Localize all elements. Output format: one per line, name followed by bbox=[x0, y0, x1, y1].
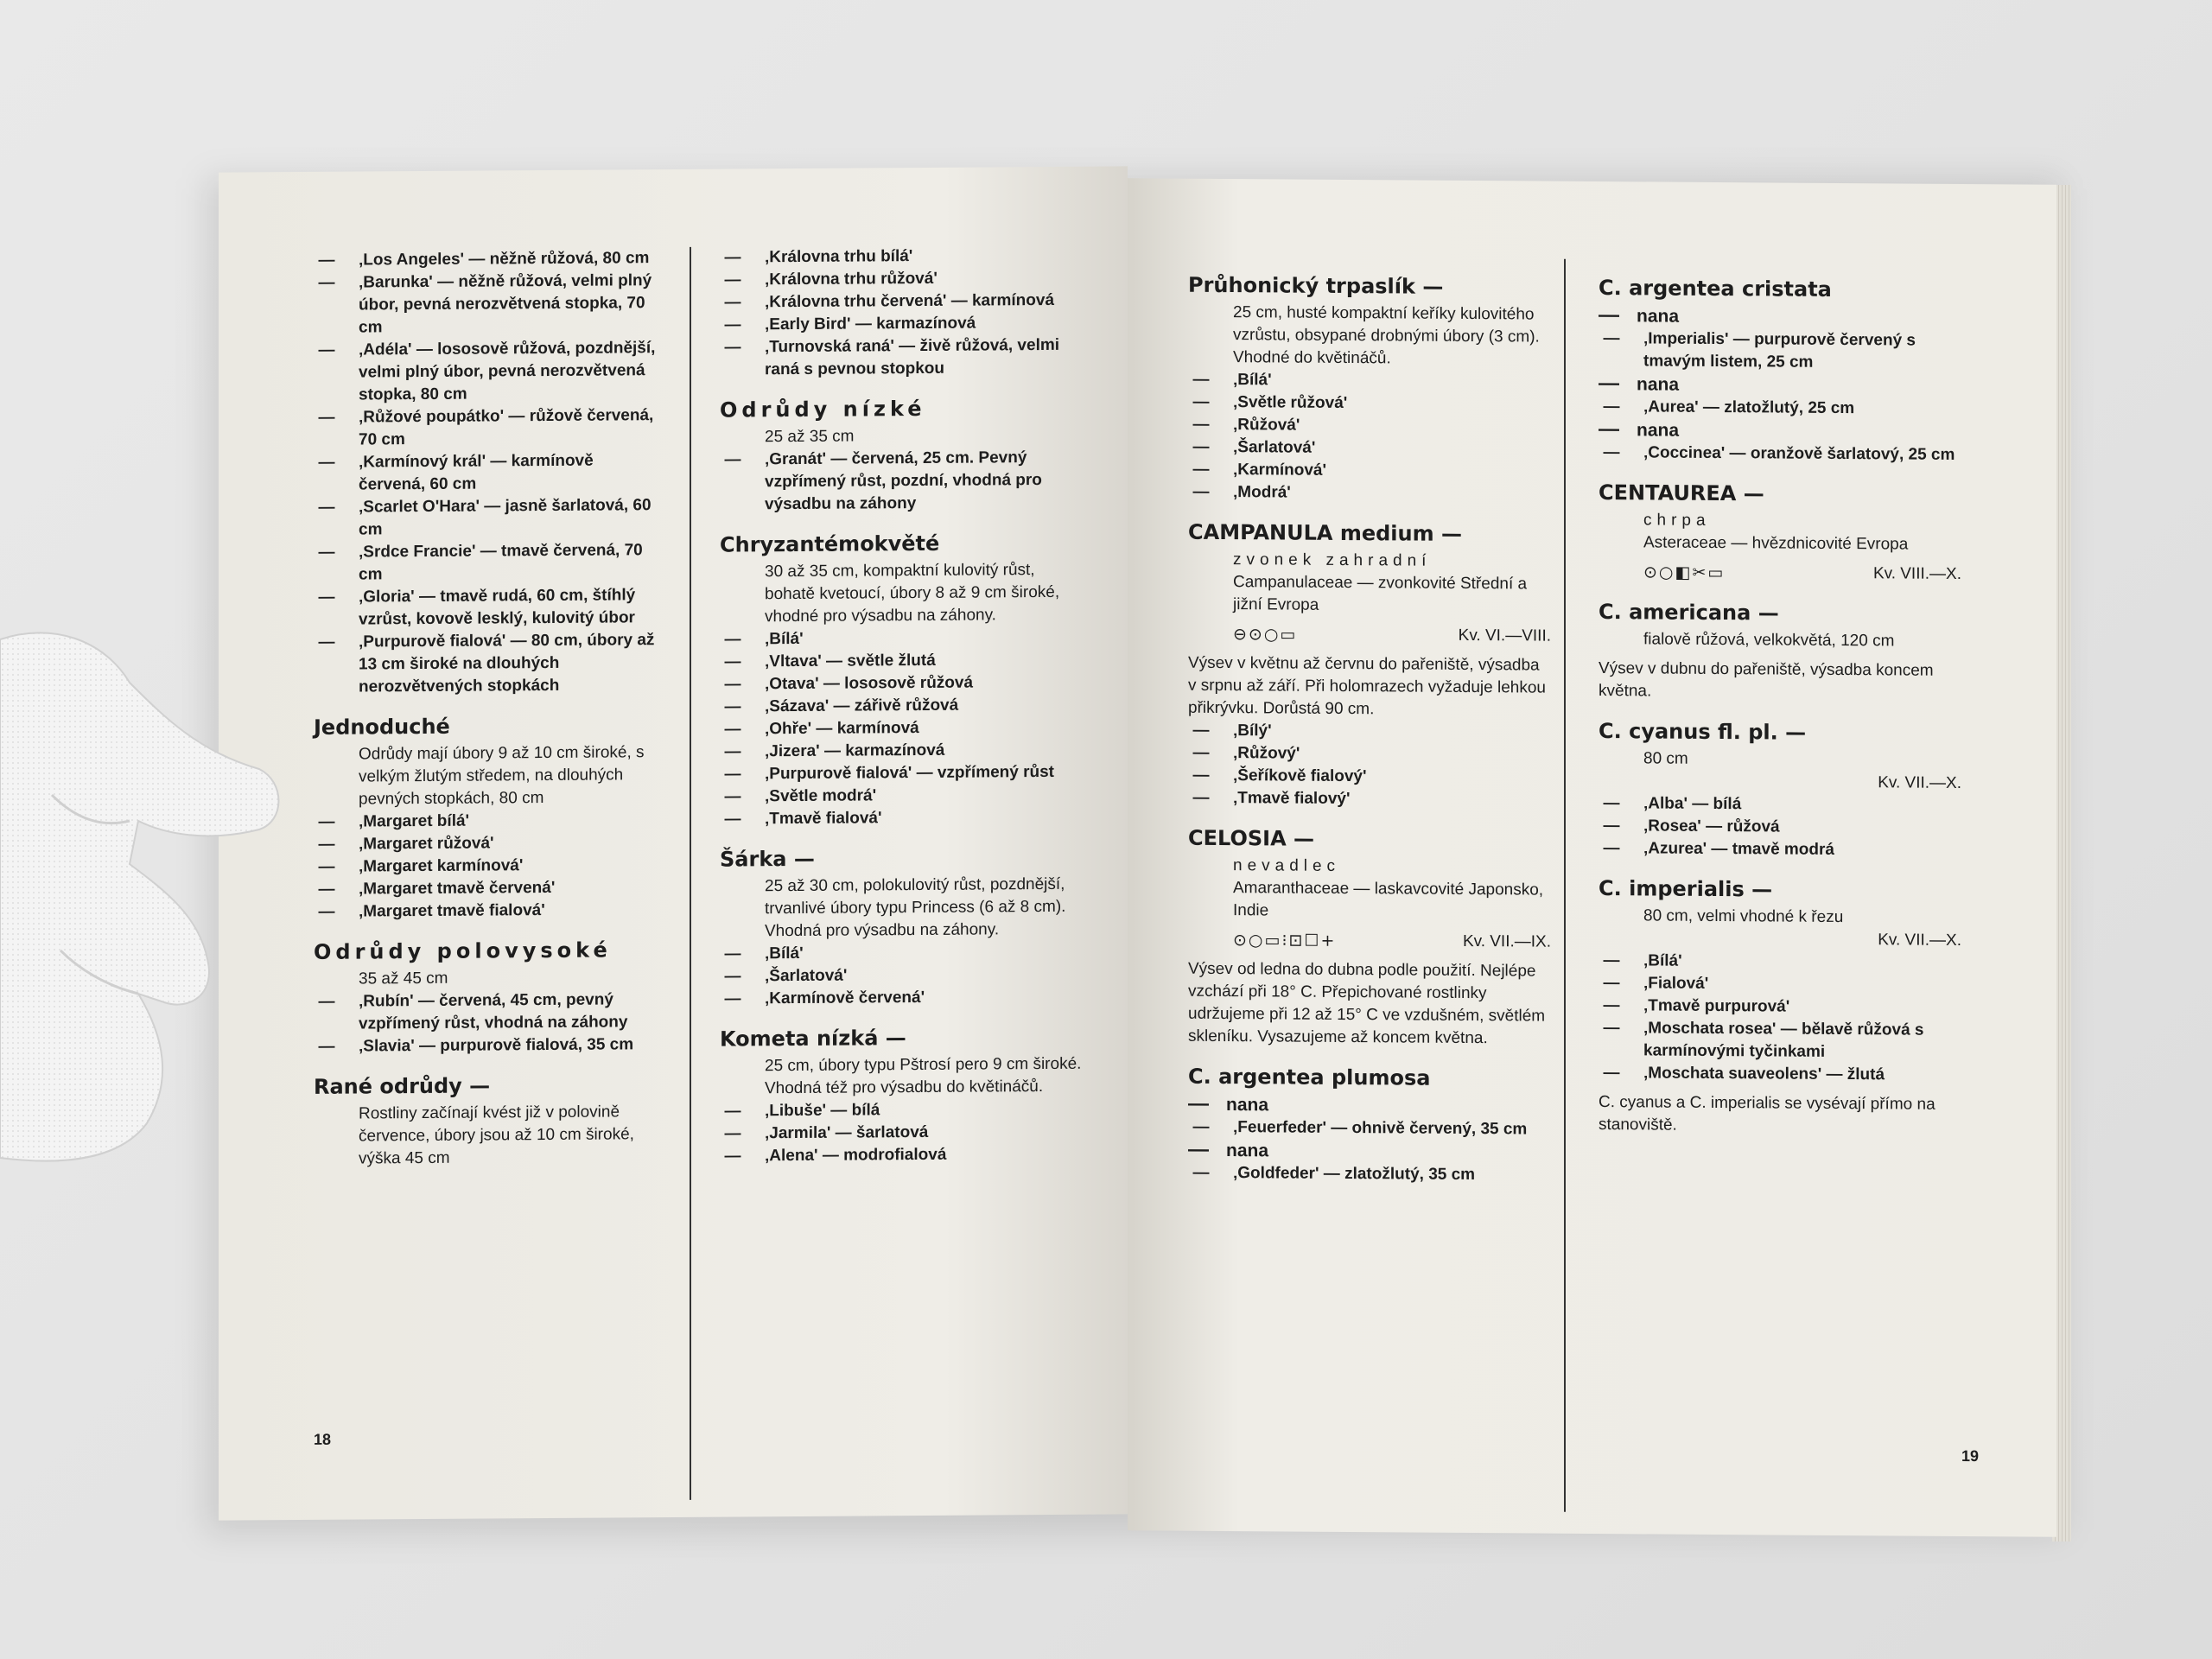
dash-bullet: — bbox=[724, 787, 741, 806]
section-heading: C. argentea plumosa bbox=[1188, 1064, 1431, 1090]
dash-bullet: — bbox=[318, 251, 335, 270]
dash-bullet: — bbox=[724, 765, 741, 784]
list-item bbox=[720, 806, 1083, 831]
dash-bullet: — bbox=[1599, 417, 1619, 442]
gloved-hand bbox=[0, 605, 285, 1175]
description: 25 až 35 cm bbox=[765, 427, 855, 447]
list-item bbox=[720, 1098, 1083, 1123]
variety-heading-text: nana bbox=[1226, 1095, 1269, 1116]
list-item-text: ‚Vltava' — světle žlutá bbox=[765, 651, 936, 671]
list-item-text: ‚Rubín' — červená, 45 cm, pevný vzpřímený růst, vhodná na záhony bbox=[359, 990, 628, 1033]
list-item-text: ‚Los Angeles' — něžně růžová, 80 cm bbox=[359, 249, 650, 270]
right-column-2 bbox=[1599, 259, 1961, 1139]
list-item bbox=[1599, 837, 1961, 862]
dash-bullet: — bbox=[1192, 766, 1210, 785]
paragraph: Výsev v květnu až červnu do pařeniště, výsadba v srpnu až září. Při holomrazech vyžaduje lehkou přikrývku. Dorůstá 90 cm. bbox=[1188, 653, 1546, 719]
dash-bullet: — bbox=[1192, 392, 1210, 411]
list-item bbox=[1599, 815, 1961, 840]
list-item-text: ‚Tmavě fialová' bbox=[765, 809, 882, 829]
section-heading: Odrůdy nízké bbox=[720, 396, 926, 423]
dash-bullet: — bbox=[1599, 372, 1619, 396]
list-item bbox=[720, 626, 1083, 652]
list-item-text: ‚Gloria' — tmavě rudá, 60 cm, štíhlý vzrůst, kovově lesklý, kulovitý úbor bbox=[359, 586, 636, 629]
dash-bullet: — bbox=[318, 408, 335, 427]
dash-bullet: — bbox=[1603, 974, 1620, 993]
list-item-text: ‚Otava' — lososově růžová bbox=[765, 673, 974, 694]
list-item-text: ‚Ohře' — karmínová bbox=[765, 719, 919, 739]
list-item bbox=[1599, 442, 1961, 467]
list-item-text: ‚Scarlet O'Hara' — jasně šarlatová, 60 cm bbox=[359, 496, 652, 539]
dash-bullet: — bbox=[724, 338, 741, 357]
list-item-text: ‚Královna trhu růžová' bbox=[765, 269, 938, 289]
list-item bbox=[314, 1033, 659, 1058]
list-item-text: ‚Margaret bílá' bbox=[359, 811, 470, 831]
section-heading: C. americana — bbox=[1599, 600, 1779, 626]
dash-bullet: — bbox=[1192, 1117, 1210, 1136]
dash-bullet: — bbox=[724, 675, 741, 694]
dash-bullet: — bbox=[1603, 951, 1620, 970]
list-item-text: ‚Světle modrá' bbox=[765, 786, 877, 806]
dash-bullet: — bbox=[1192, 415, 1210, 434]
paragraph: Výsev od ledna do dubna podle použití. Nejlépe vzchází při 18° C. Přepichované rostlinky udržujeme při 12 až 15° C ve vzdušném, světlém skleníku. Vysazujeme až koncem května. bbox=[1188, 959, 1546, 1048]
symbol-row bbox=[1599, 561, 1961, 586]
dash-bullet: — bbox=[724, 630, 741, 649]
list-item bbox=[1188, 391, 1551, 416]
section-heading: C. cyanus fl. pl. — bbox=[1599, 719, 1807, 745]
list-item-text: ‚Moschata rosea' — bělavě růžová s karmínovými tyčinkami bbox=[1643, 1019, 1924, 1061]
list-item bbox=[1599, 792, 1961, 817]
list-item-text: ‚Šarlatová' bbox=[1233, 438, 1316, 457]
common-name: nevadlec bbox=[1233, 856, 1341, 875]
list-item-text: ‚Goldfeder' — zlatožlutý, 35 cm bbox=[1233, 1164, 1476, 1185]
list-item bbox=[1599, 995, 1961, 1020]
list-item-text: ‚Bílá' bbox=[1643, 951, 1682, 970]
page-number-left: 18 bbox=[314, 1430, 332, 1448]
section-heading: CENTAUREA — bbox=[1599, 480, 1764, 506]
list-item bbox=[720, 649, 1083, 674]
section-heading: Kometa nízká — bbox=[720, 1026, 906, 1052]
list-item-text: ‚Azurea' — tmavě modrá bbox=[1643, 839, 1834, 859]
list-item-text: ‚Early Bird' — karmazínová bbox=[765, 314, 976, 334]
column-divider bbox=[690, 247, 691, 1500]
dash-bullet: — bbox=[318, 273, 335, 292]
list-item-text: ‚Bílá' bbox=[765, 944, 804, 963]
list-item-text: ‚Karmínový král' — karmínově červená, 60 cm bbox=[359, 451, 594, 494]
list-item bbox=[720, 1143, 1083, 1168]
list-item bbox=[1599, 1062, 1961, 1087]
list-item bbox=[314, 449, 659, 497]
dash-bullet: — bbox=[1192, 437, 1210, 456]
list-item bbox=[720, 963, 1083, 988]
list-item bbox=[1188, 414, 1551, 439]
dash-bullet: — bbox=[318, 1037, 335, 1056]
list-item-text: ‚Margaret tmavě fialová' bbox=[359, 901, 545, 921]
list-item-text: ‚Srdce Francie' — tmavě červená, 70 cm bbox=[359, 541, 643, 584]
section-heading: C. argentea cristata bbox=[1599, 276, 1832, 302]
list-item bbox=[1599, 1017, 1961, 1065]
list-item bbox=[720, 716, 1083, 741]
description: 80 cm bbox=[1643, 749, 1688, 768]
dash-bullet: — bbox=[724, 989, 741, 1008]
list-item bbox=[1188, 742, 1551, 767]
dash-bullet: — bbox=[318, 992, 335, 1011]
list-item bbox=[720, 739, 1083, 764]
list-item bbox=[720, 1121, 1083, 1146]
list-item-text: ‚Moschata suaveolens' — žlutá bbox=[1643, 1064, 1885, 1084]
dash-bullet: — bbox=[318, 812, 335, 831]
variety-heading bbox=[1599, 304, 1961, 330]
list-item bbox=[314, 899, 659, 924]
variety-heading-text: nana bbox=[1637, 374, 1680, 395]
list-item-text: ‚Granát' — červená, 25 cm. Pevný vzpřímený růst, pozdní, vhodná pro výsadbu na záhony bbox=[765, 448, 1042, 514]
dash-bullet: — bbox=[1192, 721, 1210, 740]
paragraph: C. cyanus a C. imperialis se vysévají přímo na stanoviště. bbox=[1599, 1093, 1936, 1135]
list-item-text: ‚Růžové poupátko' — růžově červená, 70 cm bbox=[359, 406, 654, 449]
common-name: zvonek zahradní bbox=[1233, 550, 1432, 570]
section-heading: Odrůdy polovysoké bbox=[314, 938, 612, 964]
column-divider bbox=[1564, 259, 1566, 1512]
list-item bbox=[720, 245, 1083, 270]
variety-heading bbox=[1599, 418, 1961, 444]
section-heading: Šárka — bbox=[720, 846, 815, 872]
right-column-1 bbox=[1188, 257, 1551, 1187]
description: Campanulaceae — zvonkovité Střední a jižní Evropa bbox=[1233, 573, 1528, 614]
list-item bbox=[314, 629, 659, 699]
list-item bbox=[1188, 459, 1551, 484]
list-item-text: ‚Sázava' — zářivě růžová bbox=[765, 696, 959, 716]
list-item-text: ‚Adéla' — lososově růžová, pozdnější, velmi plný úbor, pevná nerozvětvená stopka, 80 cm bbox=[359, 339, 656, 404]
variety-heading-text: nana bbox=[1226, 1141, 1269, 1161]
left-column-1 bbox=[314, 247, 659, 1171]
section-heading: Průhonický trpaslík — bbox=[1188, 272, 1444, 299]
description: fialově růžová, velkokvětá, 120 cm bbox=[1643, 630, 1895, 651]
list-item bbox=[1188, 1116, 1551, 1141]
dash-bullet: — bbox=[1603, 817, 1620, 836]
list-item bbox=[314, 854, 659, 879]
dash-bullet: — bbox=[724, 293, 741, 312]
list-item bbox=[1188, 436, 1551, 461]
dash-bullet: — bbox=[724, 315, 741, 334]
list-item bbox=[314, 494, 659, 542]
section-heading: Chryzantémokvěté bbox=[720, 531, 940, 557]
description: Odrůdy mají úbory 9 až 10 cm široké, s velkým žlutým středem, na dlouhých pevných stopkách, 80 cm bbox=[359, 743, 645, 809]
dash-bullet: — bbox=[318, 588, 335, 607]
list-item bbox=[720, 447, 1083, 517]
dash-bullet: — bbox=[1599, 303, 1619, 327]
flowering-period: Kv. VII.—X. bbox=[1878, 931, 1961, 950]
variety-heading-text: nana bbox=[1637, 306, 1680, 327]
flowering-period: Kv. VIII.—X. bbox=[1872, 564, 1961, 583]
list-item-text: ‚Alba' — bílá bbox=[1643, 794, 1742, 814]
dash-bullet: — bbox=[724, 1147, 741, 1166]
list-item-text: ‚Purpurově fialová' — 80 cm, úbory až 13 cm široké na dlouhých nerozvětvených stopkách bbox=[359, 631, 655, 696]
dash-bullet: — bbox=[724, 270, 741, 289]
dash-bullet: — bbox=[318, 340, 335, 359]
dash-bullet: — bbox=[318, 453, 335, 472]
list-item-text: ‚Karmínově červená' bbox=[765, 988, 925, 1008]
list-item-text: ‚Jarmila' — šarlatová bbox=[765, 1122, 929, 1143]
list-item-text: ‚Purpurově fialová' — vzpřímený růst bbox=[765, 762, 1054, 784]
variety-heading bbox=[1188, 1139, 1551, 1165]
dash-bullet: — bbox=[318, 902, 335, 921]
list-item-text: ‚Tmavě fialový' bbox=[1233, 789, 1351, 809]
dash-bullet: — bbox=[318, 632, 335, 652]
list-item bbox=[1188, 481, 1551, 506]
list-item-text: ‚Alena' — modrofialová bbox=[765, 1145, 947, 1166]
list-item-text: ‚Rosea' — růžová bbox=[1643, 817, 1780, 836]
common-name: chrpa bbox=[1643, 511, 1711, 530]
dash-bullet: — bbox=[1603, 443, 1620, 462]
description: 25 cm, úbory typu Pštrosí pero 9 cm široké. Vhodná též pro výsadbu do květináčů. bbox=[765, 1054, 1082, 1098]
dash-bullet: — bbox=[1192, 370, 1210, 389]
dash-bullet: — bbox=[724, 697, 741, 716]
list-item-text: ‚Margaret růžová' bbox=[359, 834, 494, 854]
section-heading: Rané odrůdy — bbox=[314, 1073, 491, 1099]
list-item-text: ‚Slavia' — purpurově fialová, 35 cm bbox=[359, 1035, 634, 1056]
list-item bbox=[720, 289, 1083, 315]
list-item bbox=[720, 671, 1083, 696]
dash-bullet: — bbox=[1603, 839, 1620, 858]
flowering-period: Kv. VII.—X. bbox=[1878, 773, 1961, 792]
variety-heading bbox=[1188, 1093, 1551, 1119]
description: Asteraceae — hvězdnicovité Evropa bbox=[1643, 533, 1909, 554]
dash-bullet: — bbox=[318, 880, 335, 899]
left-page bbox=[219, 166, 1128, 1520]
dash-bullet: — bbox=[1603, 329, 1620, 348]
dash-bullet: — bbox=[1192, 1163, 1210, 1182]
list-item-text: ‚Světle růžová' bbox=[1233, 393, 1348, 413]
list-item-text: ‚Turnovská raná' — živě růžová, velmi raná s pevnou stopkou bbox=[765, 335, 1060, 379]
dash-bullet: — bbox=[1188, 1137, 1209, 1161]
dash-bullet: — bbox=[1188, 1091, 1209, 1116]
variety-heading bbox=[1599, 372, 1961, 398]
dash-bullet: — bbox=[724, 944, 741, 963]
page-number-right: 19 bbox=[1961, 1446, 1979, 1465]
symbol-row bbox=[1188, 929, 1551, 954]
dash-bullet: — bbox=[318, 543, 335, 562]
section-heading: CELOSIA — bbox=[1188, 825, 1314, 851]
dash-bullet: — bbox=[1603, 1064, 1620, 1083]
list-item-text: ‚Šeříkově fialový' bbox=[1233, 766, 1367, 786]
list-item bbox=[720, 694, 1083, 719]
dash-bullet: — bbox=[724, 1124, 741, 1143]
list-item-text: ‚Jizera' — karmazínová bbox=[765, 741, 945, 761]
left-column-2 bbox=[720, 245, 1083, 1168]
symbol-row bbox=[1188, 623, 1551, 648]
list-item-text: ‚Coccinea' — oranžově šarlatový, 25 cm bbox=[1643, 443, 1955, 464]
list-item bbox=[314, 337, 659, 407]
dash-bullet: — bbox=[1603, 397, 1620, 416]
list-item-text: ‚Královna trhu červená' — karmínová bbox=[765, 290, 1055, 312]
list-item bbox=[720, 312, 1083, 337]
variety-heading-text: nana bbox=[1637, 420, 1680, 441]
dash-bullet: — bbox=[724, 248, 741, 267]
cultivation-symbols: ⊖⊙○▭ bbox=[1233, 625, 1298, 645]
list-item bbox=[314, 988, 659, 1036]
section-heading: CAMPANULA medium — bbox=[1188, 519, 1462, 546]
dash-bullet: — bbox=[1192, 743, 1210, 762]
list-item bbox=[720, 334, 1083, 382]
cultivation-symbols: ⊙○◧✂▭ bbox=[1643, 563, 1726, 583]
description: 25 až 30 cm, polokulovitý růst, pozdnější, trvanlivé úbory typu Princess (6 až 8 cm). Vhodná pro výsadbu na záhony. bbox=[765, 874, 1066, 941]
list-item bbox=[314, 404, 659, 452]
dash-bullet: — bbox=[1192, 460, 1210, 479]
paragraph: Výsev v dubnu do pařeniště, výsadba koncem května. bbox=[1599, 659, 1934, 701]
dash-bullet: — bbox=[724, 967, 741, 986]
list-item bbox=[720, 784, 1083, 809]
list-item-text: ‚Růžový' bbox=[1233, 744, 1300, 763]
dash-bullet: — bbox=[1192, 788, 1210, 807]
dash-bullet: — bbox=[318, 498, 335, 517]
dash-bullet: — bbox=[724, 720, 741, 739]
list-item-text: ‚Fialová' bbox=[1643, 974, 1709, 993]
list-item bbox=[314, 247, 659, 272]
dash-bullet: — bbox=[724, 652, 741, 671]
description: Amaranthaceae — laskavcovité Japonsko, Indie bbox=[1233, 879, 1544, 920]
flowering-period: Kv. VII.—IX. bbox=[1462, 931, 1551, 951]
list-item bbox=[1188, 1162, 1551, 1187]
list-item-text: ‚Růžová' bbox=[1233, 416, 1300, 435]
list-item-text: ‚Královna trhu bílá' bbox=[765, 247, 913, 267]
list-item-text: ‚Tmavě purpurová' bbox=[1643, 996, 1790, 1016]
dash-bullet: — bbox=[318, 835, 335, 854]
list-item bbox=[1188, 765, 1551, 790]
cultivation-symbols: ⊙○▭⁝⊡☐+ bbox=[1233, 931, 1337, 950]
list-item-text: ‚Barunka' — něžně růžová, velmi plný úbor, pevná nerozvětvená stopka, 70 cm bbox=[359, 271, 652, 337]
dash-bullet: — bbox=[1192, 482, 1210, 501]
list-item bbox=[1599, 950, 1961, 975]
description: Rostliny začínají kvést již v polovině července, úbory jsou až 10 cm široké, výška 45 cm bbox=[359, 1103, 634, 1168]
list-item-text: ‚Aurea' — zlatožlutý, 25 cm bbox=[1643, 397, 1855, 418]
list-item bbox=[314, 584, 659, 632]
list-item bbox=[1188, 369, 1551, 394]
list-item bbox=[1188, 787, 1551, 812]
right-page bbox=[1128, 178, 2056, 1537]
list-item-text: ‚Karmínová' bbox=[1233, 461, 1326, 480]
list-item bbox=[314, 270, 659, 340]
dash-bullet: — bbox=[1603, 1019, 1620, 1038]
list-item bbox=[314, 539, 659, 587]
section-heading: Jednoduché bbox=[314, 714, 450, 740]
list-item-text: ‚Margaret tmavě červená' bbox=[359, 878, 556, 899]
dash-bullet: — bbox=[1603, 996, 1620, 1015]
dash-bullet: — bbox=[318, 857, 335, 876]
dash-bullet: — bbox=[1603, 794, 1620, 813]
list-item bbox=[314, 809, 659, 834]
list-item bbox=[1599, 327, 1961, 375]
description: 35 až 45 cm bbox=[359, 969, 448, 988]
list-item bbox=[314, 831, 659, 856]
list-item bbox=[720, 267, 1083, 292]
description: 25 cm, husté kompaktní keříky kulovitého vzrůstu, obsypané drobnými úbory (3 cm). Vhodné do květináčů. bbox=[1233, 303, 1540, 368]
list-item bbox=[720, 941, 1083, 966]
dash-bullet: — bbox=[724, 742, 741, 761]
list-item-text: ‚Libuše' — bílá bbox=[765, 1101, 880, 1121]
list-item bbox=[720, 986, 1083, 1011]
list-item-text: ‚Imperialis' — purpurově červený s tmavým listem, 25 cm bbox=[1643, 329, 1916, 372]
list-item-text: ‚Modrá' bbox=[1233, 483, 1291, 502]
list-item bbox=[1188, 720, 1551, 745]
description: 80 cm, velmi vhodné k řezu bbox=[1643, 906, 1844, 927]
list-item bbox=[314, 876, 659, 901]
list-item-text: ‚Margaret karmínová' bbox=[359, 856, 524, 876]
list-item bbox=[1599, 396, 1961, 421]
list-item-text: ‚Bílá' bbox=[765, 629, 804, 649]
list-item bbox=[720, 761, 1083, 786]
list-item-text: ‚Bílý' bbox=[1233, 721, 1272, 741]
section-heading: C. imperialis — bbox=[1599, 876, 1773, 902]
list-item-text: ‚Feuerfeder' — ohnivě červený, 35 cm bbox=[1233, 1118, 1528, 1139]
list-item bbox=[1599, 972, 1961, 997]
dash-bullet: — bbox=[724, 1102, 741, 1121]
dash-bullet: — bbox=[724, 810, 741, 829]
flowering-period: Kv. VI.—VIII. bbox=[1458, 626, 1551, 645]
list-item-text: ‚Bílá' bbox=[1233, 371, 1272, 390]
list-item-text: ‚Šarlatová' bbox=[765, 966, 848, 986]
dash-bullet: — bbox=[724, 450, 741, 469]
description: 30 až 35 cm, kompaktní kulovitý růst, bohatě kvetoucí, úbory 8 až 9 cm široké, vhodné pro výsadbu na záhony. bbox=[765, 561, 1060, 626]
